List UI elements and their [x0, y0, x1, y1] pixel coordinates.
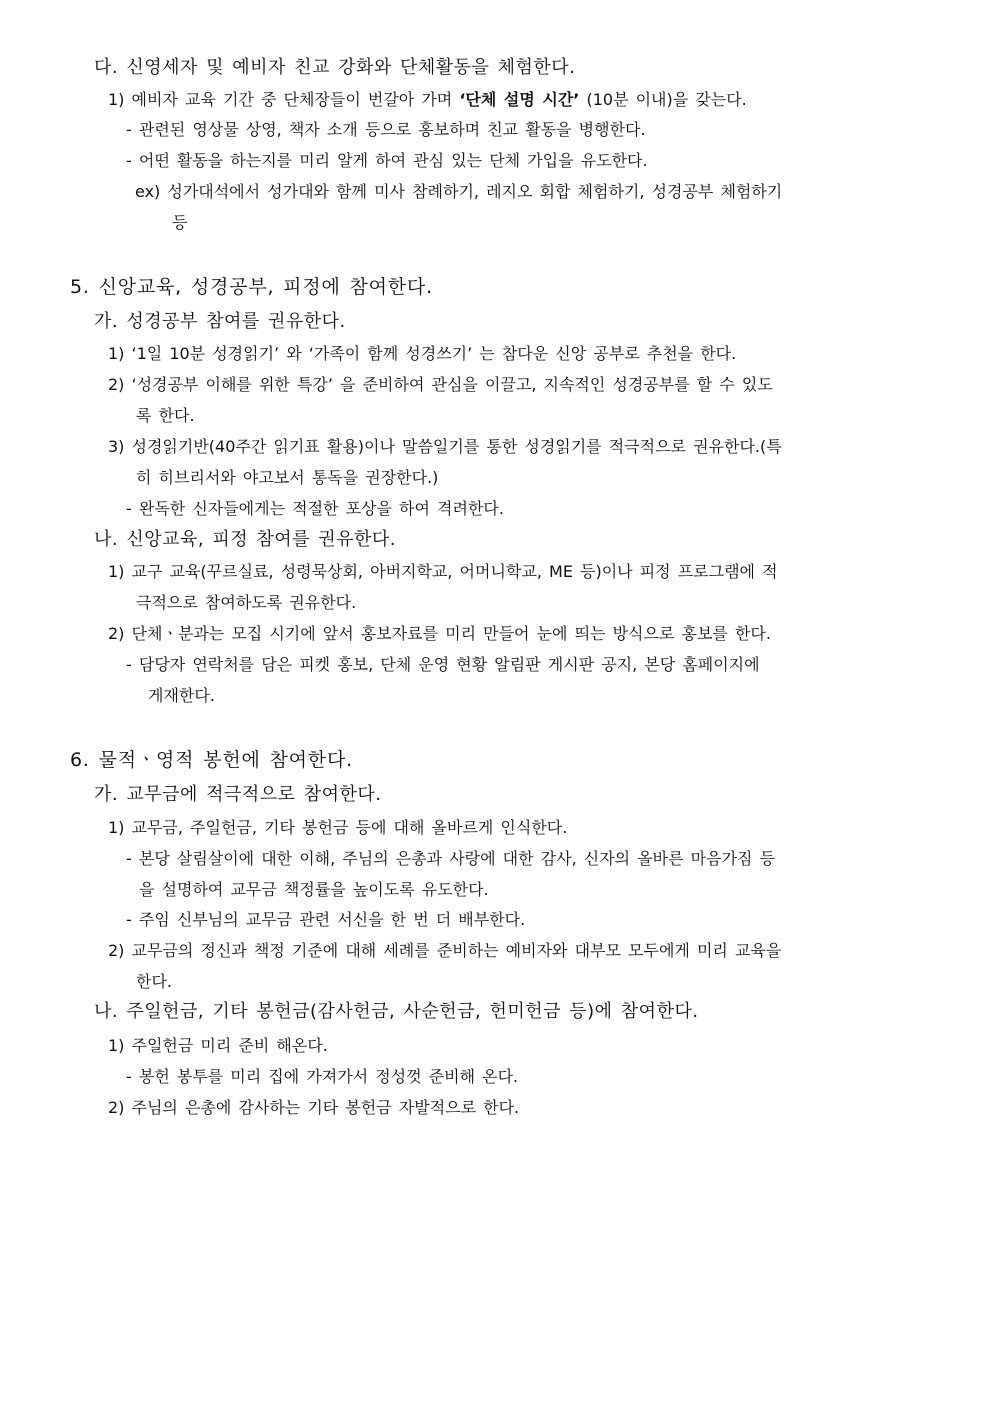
dash-item-6-ga-1-2: - 주임 신부님의 교무금 관련 서신을 한 번 더 배부한다. — [126, 910, 526, 929]
list-item-5-ga-2: 2) ‘성경공부 이해를 위한 특강’ 을 준비하여 관심을 이끌고, 지속적인 성경공부를 할 수 있도 — [108, 375, 773, 394]
list-item-6-ga-1: 1) 교무금, 주일헌금, 기타 봉헌금 등에 대해 올바르게 인식한다. — [108, 818, 568, 837]
list-item-da-1-tail: (10분 이내)을 갖는다. — [579, 90, 747, 109]
list-item-5-na-1-cont: 극적으로 참여하도록 권유한다. — [136, 593, 357, 612]
list-item-6-ga-2: 2) 교무금의 정신과 책정 기준에 대해 세례를 준비하는 예비자와 대부모 모두에게 미리 교육을 — [108, 941, 782, 960]
list-item-5-ga-3: 3) 성경읽기반(40주간 읽기표 활용)이나 말씀일기를 통한 성경읽기를 적극적으로 권유한다.(특 — [108, 437, 782, 456]
dash-item-6-na-1: - 봉헌 봉투를 미리 집에 가져가서 정성껏 준비해 온다. — [126, 1067, 519, 1086]
example-line-2: 등 — [172, 213, 188, 232]
list-item-da-1 — [108, 89, 747, 111]
subsection-heading-5-na: 나. 신앙교육, 피정 참여를 권유한다. — [94, 529, 396, 550]
list-item-6-na-2: 2) 주님의 은총에 감사하는 기타 봉헌금 자발적으로 한다. — [108, 1098, 520, 1117]
list-item-5-na-1: 1) 교구 교육(꾸르실료, 성령묵상회, 아버지학교, 어머니학교, ME 등)이나 피정 프로그램에 적 — [108, 562, 778, 581]
list-item-6-ga-2-cont: 한다. — [136, 972, 172, 991]
list-item-5-ga-2-cont: 록 한다. — [136, 406, 195, 425]
dash-item-da-1-2: - 어떤 활동을 하는지를 미리 알게 하여 관심 있는 단체 가입을 유도한다. — [126, 151, 648, 170]
dash-item-da-1-1: - 관련된 영상물 상영, 책자 소개 등으로 홍보하며 친교 활동을 병행한다. — [126, 120, 646, 139]
subsection-heading-6-na: 나. 주일헌금, 기타 봉헌금(감사헌금, 사순헌금, 헌미헌금 등)에 참여한다. — [94, 1001, 699, 1022]
section-heading-6: 6. 물적ㆍ영적 봉헌에 참여한다. — [70, 749, 353, 771]
section-heading-5: 5. 신앙교육, 성경공부, 피정에 참여한다. — [70, 276, 433, 298]
dash-item-5-ga-3: - 완독한 신자들에게는 적절한 포상을 하여 격려한다. — [126, 499, 504, 518]
subsection-heading-da: 다. 신영세자 및 예비자 친교 강화와 단체활동을 체험한다. — [94, 57, 576, 78]
example-line-1: ex) 성가대석에서 성가대와 함께 미사 참례하기, 레지오 회합 체험하기, 성경공부 체험하기 — [135, 182, 783, 201]
dash-item-5-na-2: - 담당자 연락처를 담은 피켓 홍보, 단체 운영 현황 알림판 게시판 공지, 본당 홈페이지에 — [126, 655, 760, 674]
dash-item-6-ga-1-1-cont: 을 설명하여 교무금 책정률을 높이도록 유도한다. — [139, 880, 489, 899]
subsection-heading-6-ga: 가. 교무금에 적극적으로 참여한다. — [94, 784, 382, 805]
list-item-5-na-2: 2) 단체ㆍ분과는 모집 시기에 앞서 홍보자료를 미리 만들어 눈에 띄는 방식으로 홍보를 한다. — [108, 624, 771, 643]
subsection-heading-5-ga: 가. 성경공부 참여를 권유한다. — [94, 311, 346, 332]
dash-item-5-na-2-cont: 게재한다. — [148, 686, 215, 705]
list-item-5-ga-3-cont: 히 히브리서와 야고보서 통독을 권장한다.) — [136, 468, 439, 487]
dash-item-6-ga-1-1: - 본당 살림살이에 대한 이해, 주님의 은총과 사랑에 대한 감사, 신자의 올바른 마음가짐 등 — [126, 849, 776, 868]
list-item-5-ga-1: 1) ‘1일 10분 성경읽기’ 와 ‘가족이 함께 성경쓰기’ 는 참다운 신앙 공부로 추천을 한다. — [108, 344, 737, 363]
list-item-da-1-text: 1) 예비자 교육 기간 중 단체장들이 번갈아 가며 — [108, 90, 460, 109]
list-item-6-na-1: 1) 주일헌금 미리 준비 해온다. — [108, 1036, 328, 1055]
list-item-da-1-emphasis: ‘단체 설명 시간’ — [459, 90, 580, 109]
